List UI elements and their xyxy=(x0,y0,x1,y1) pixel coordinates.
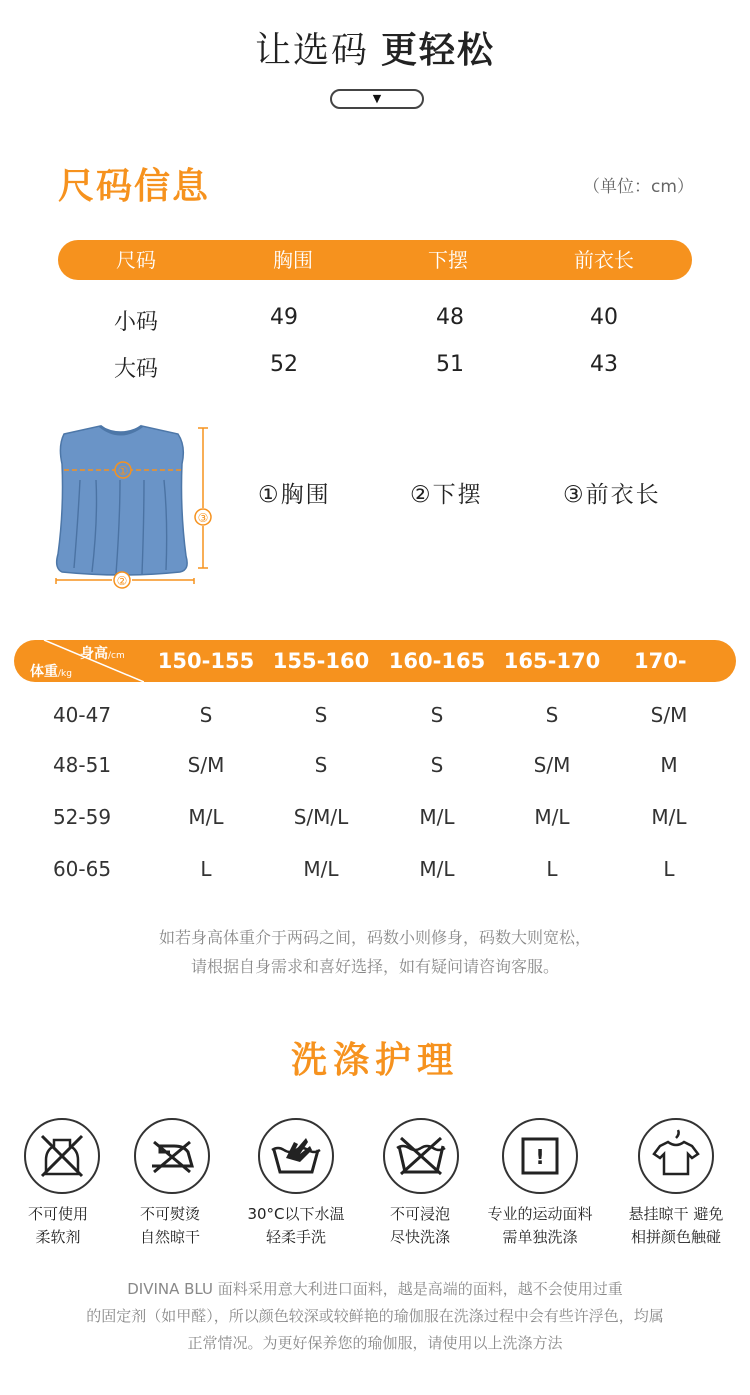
hand-wash-icon xyxy=(258,1118,334,1194)
size-note-line: 如若身高体重介于两码之间，码数小则修身，码数大则宽松， xyxy=(158,928,591,947)
scroll-down-pill[interactable] xyxy=(330,89,424,109)
size-table-header xyxy=(58,240,692,280)
care-caption-line: 悬挂晾干 避免 xyxy=(628,1205,724,1223)
recommend-table-header xyxy=(14,640,736,682)
size-cell: S xyxy=(545,703,559,727)
size-cell: M xyxy=(660,753,678,777)
care-caption xyxy=(247,1203,344,1249)
row-hem: 51 xyxy=(436,352,464,377)
height-col: 155-160 xyxy=(272,649,370,673)
size-cell: S xyxy=(314,753,328,777)
corner-height-unit: /cm xyxy=(108,651,125,661)
size-cell: M/L xyxy=(651,805,687,829)
care-title: 洗涤护理 xyxy=(290,1040,459,1081)
care-caption xyxy=(140,1203,200,1249)
size-info-title: 尺码信息 xyxy=(58,166,211,207)
size-note-line: 请根据自身需求和喜好选择，如有疑问请咨询客服。 xyxy=(190,957,559,976)
care-caption-line: 不可熨烫 xyxy=(139,1205,201,1223)
row-size: 小码 xyxy=(113,310,159,335)
corner-height-label: 身高 xyxy=(80,646,108,662)
care-caption-line: 轻柔手洗 xyxy=(265,1228,326,1246)
size-cell: S xyxy=(430,753,444,777)
height-col: 170- xyxy=(634,649,687,673)
legend-length: ③前衣长 xyxy=(563,482,661,508)
wash-separately-mark: ! xyxy=(535,1145,545,1169)
height-col: 160-165 xyxy=(388,649,486,673)
height-col: 165-170 xyxy=(503,649,601,673)
weight-range: 52-59 xyxy=(52,805,112,829)
chest-mark: ① xyxy=(117,464,129,478)
no-softener-icon xyxy=(24,1118,100,1194)
row-chest: 49 xyxy=(270,305,298,330)
corner-weight xyxy=(30,661,72,681)
col-chest: 胸围 xyxy=(273,248,313,272)
size-cell: S xyxy=(430,703,444,727)
footer-note-line: 正常情况。为更好保养您的瑜伽服，请使用以上洗涤方法 xyxy=(187,1334,563,1352)
hem-mark: ② xyxy=(116,574,128,588)
size-cell: M/L xyxy=(534,805,570,829)
row-length: 43 xyxy=(590,352,618,377)
size-cell: S/M xyxy=(187,753,225,777)
size-cell: S/M/L xyxy=(293,805,349,829)
care-caption-line: 专业的运动面料 xyxy=(487,1205,593,1223)
header-title-light: 让选码 xyxy=(254,30,369,71)
row-size: 大码 xyxy=(113,357,159,382)
size-cell: S/M xyxy=(533,753,571,777)
header-title-bold: 更轻松 xyxy=(381,30,496,71)
hang-dry-icon xyxy=(638,1118,714,1194)
down-arrow-icon: ▼ xyxy=(372,92,382,105)
legend-chest: ①胸围 xyxy=(258,482,331,508)
size-cell: M/L xyxy=(419,857,455,881)
row-length: 40 xyxy=(590,305,618,330)
care-caption-line: 需单独洗涤 xyxy=(502,1228,578,1246)
care-caption xyxy=(629,1203,724,1249)
size-cell: S xyxy=(314,703,328,727)
care-caption-line: 相拼颜色触碰 xyxy=(630,1228,721,1246)
row-chest: 52 xyxy=(270,352,298,377)
corner-weight-label: 体重 xyxy=(30,664,58,680)
care-caption-line: 柔软剂 xyxy=(35,1228,81,1246)
size-cell: L xyxy=(200,857,212,881)
wash-separately-icon xyxy=(502,1118,578,1194)
size-cell: L xyxy=(663,857,675,881)
size-cell: M/L xyxy=(188,805,224,829)
weight-range: 40-47 xyxy=(52,703,112,727)
care-caption-line: 尽快洗涤 xyxy=(389,1228,451,1246)
no-iron-icon xyxy=(134,1118,210,1194)
row-hem: 48 xyxy=(436,305,464,330)
legend-hem: ②下摆 xyxy=(410,482,483,508)
length-mark: ③ xyxy=(197,511,209,525)
care-caption xyxy=(28,1203,88,1249)
corner-height xyxy=(80,643,125,663)
footer-note-line: DIVINA BLU 面料采用意大利进口面料，越是高端的面料，越不会使用过重 xyxy=(127,1280,623,1298)
care-caption-line: 不可使用 xyxy=(27,1205,89,1223)
col-size: 尺码 xyxy=(116,248,156,272)
size-cell: S xyxy=(199,703,213,727)
care-caption xyxy=(487,1203,592,1249)
size-cell: S/M xyxy=(650,703,688,727)
height-col: 150-155 xyxy=(157,649,255,673)
size-cell: L xyxy=(546,857,558,881)
page-header xyxy=(0,22,750,73)
weight-range: 60-65 xyxy=(52,857,112,881)
unit-label: （单位：cm） xyxy=(583,177,694,197)
size-cell: M/L xyxy=(419,805,455,829)
care-caption-line: 自然晾干 xyxy=(139,1228,201,1246)
col-hem: 下摆 xyxy=(428,248,468,272)
weight-range: 48-51 xyxy=(52,753,112,777)
corner-weight-unit: /kg xyxy=(58,669,72,679)
size-cell: M/L xyxy=(303,857,339,881)
col-length: 前衣长 xyxy=(574,248,634,272)
care-caption-line: 30°C以下水温 xyxy=(247,1205,345,1223)
care-caption xyxy=(390,1203,450,1249)
garment-diagram xyxy=(50,420,220,595)
care-caption-line: 不可浸泡 xyxy=(389,1205,451,1223)
footer-note-line: 的固定剂（如甲醛），所以颜色较深或较鲜艳的瑜伽服在洗涤过程中会有些许浮色，均属 xyxy=(86,1307,664,1325)
no-soak-icon xyxy=(383,1118,459,1194)
